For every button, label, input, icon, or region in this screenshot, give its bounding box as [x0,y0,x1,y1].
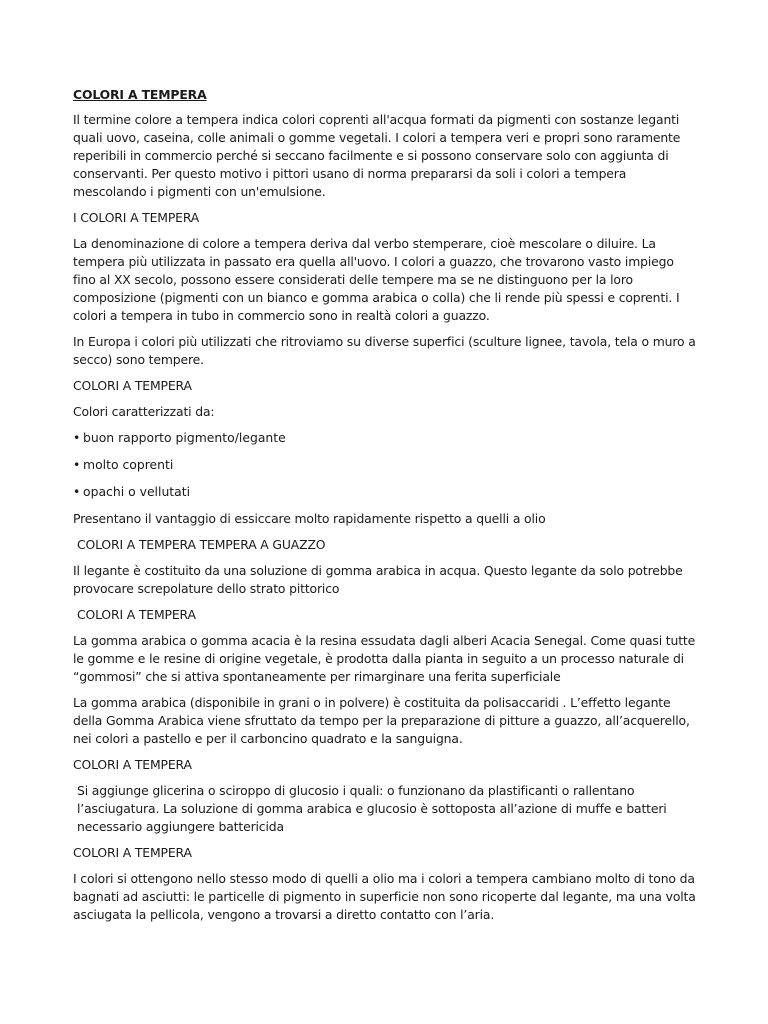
paragraph-intro: Il termine colore a tempera indica colori coprenti̇ all'acqua formati̇ da pigmenti̇ con sostanze leganti̇ quali uovo, caseina, colle animali o gomme vegetali. I colori a tempera veri e propri sono raramente reperibili in commercio perché si seccano facilmente e si possono conservare solo con aggiunta di conservanti̇. Per questo moti̇vo i pittori usano di norma prepararsi da soli i colori a tempera mescolando i pigmenti̇ con un'emulsione. [73,112,681,199]
characteristics-list [73,429,698,501]
bullet-icon: • [73,484,81,499]
bullet-icon: • [73,430,81,445]
list-item-text: opachi o vellutati̇ [83,484,191,499]
list-item [73,483,698,501]
paragraph-glicerina: Si aggiunge glicerina o sciroppo di glucosio i quali: o funzionano da plasti̇ficanti̇ o rallentano l’asciugatura. La soluzione di gomma arabica e glucosio è sottoposta all’azione di muffe e batteri necessario aggiungere battericida [77,783,667,834]
document-title: COLORI A TEMPERA [73,87,207,102]
paragraph-gomma-acacia: La gomma arabica o gomma acacia è la resina essudata dagli alberi Acacia Senegal. Come quasi tutte le gomme e le resine di origine vegetale, è prodotta dalla pianta in seguito a un processo naturale di “gommosi” che si atti̇va spontaneamente per rimarginare una ferita superficiale [73,633,696,684]
document-body [73,86,698,932]
paragraph-vantaggio: Presentano il vantaggio di essiccare molto rapidamente rispetto a quelli a olio [73,511,546,526]
list-item [73,456,698,474]
paragraph-polisaccaridi: La gomma arabica (disponibile in grani o in polvere) è costi̇tuita da polisaccaridi . L’effetto legante della Gomma Arabica viene sfruttato da tempo per la preparazione di pitture a guazzo, all’acquerello, nei colori a pastello e per il carboncino quadrato e la sanguigna. [73,695,690,746]
paragraph-denominazione: La denominazione di colore a tempera deriva dal verbo stemperare, cioè mescolare o diluire. La tempera più uti̇lizzata in passato era quella all'uovo. I colori a guazzo, che trovarono vasto impiego fino al XX secolo, possono essere considerati̇ delle tempere ma se ne disti̇nguono per la loro composizione (pigmenti̇ con un bianco e gomma arabica o colla) che li rende più spessi e coprenti̇. I colori a tempera in tubo in commercio sono in realtà colori a guazzo. [73,236,680,323]
section-heading-tono: COLORI A TEMPERA [73,845,192,860]
section-heading-guazzo: COLORI A TEMPERA TEMPERA A GUAZZO [77,537,326,552]
section-heading-glicerina: COLORI A TEMPERA [73,757,192,772]
paragraph-tono: I colori si ottengono nello stesso modo di quelli a olio ma i colori a tempera cambiano molto di tono da bagnati̇ ad asciutti̇: le parti̇celle di pigmento in superficie non sono ricoperte dal legante, ma una volta asciugata la pellicola, vengono a trovarsi a diretto contatto con l’aria. [73,871,696,922]
paragraph-caratterizzati: Colori caratterizzati̇ da: [73,404,215,419]
bullet-icon: • [73,457,81,472]
list-item-text: buon rapporto pigmento/legante [83,430,286,445]
section-heading-gomma-arabica: COLORI A TEMPERA [77,607,196,622]
list-item [73,429,698,447]
paragraph-legante: Il legante è costi̇tuito da una soluzione di gomma arabica in acqua. Questo legante da solo potrebbe provocare screpolature dello strato pittorico [73,563,683,596]
list-item-text: molto coprenti̇ [83,457,174,472]
section-heading-i-colori: I COLORI A TEMPERA [73,210,200,225]
paragraph-europa: In Europa i colori più uti̇lizzati̇ che ritroviamo su diverse superfici (sculture lignee, tavola, tela o muro a secco) sono tempere. [73,334,696,367]
section-heading-caratteristiche: COLORI A TEMPERA [73,378,192,393]
